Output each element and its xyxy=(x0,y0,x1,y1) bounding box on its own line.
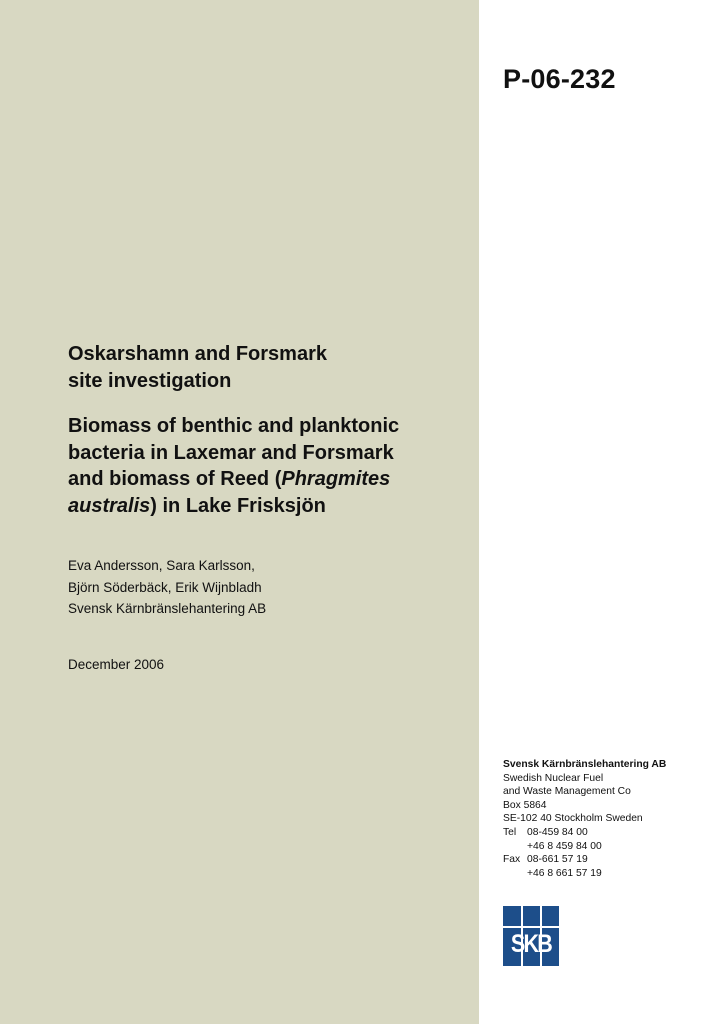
fax-number-2: +46 8 661 57 19 xyxy=(527,867,602,879)
contact-block xyxy=(503,758,718,880)
tel-label: Tel xyxy=(503,826,517,838)
series-title xyxy=(68,341,468,395)
contact-fax-row-2 xyxy=(503,867,718,881)
skb-logo-text: SKB xyxy=(510,930,552,958)
series-title-line-2: site investigation xyxy=(68,370,232,392)
contact-tel-row-2 xyxy=(503,840,718,854)
report-title xyxy=(68,413,473,519)
authors-line: Björn Söderbäck, Erik Wijnbladh xyxy=(68,579,262,595)
title-species-genus: Phragmites xyxy=(281,468,391,490)
tel-number-2: +46 8 459 84 00 xyxy=(527,840,602,852)
title-line-1: Biomass of benthic and planktonic xyxy=(68,415,400,437)
contact-tel-row xyxy=(503,826,718,840)
skb-logo xyxy=(503,906,559,966)
publication-date: December 2006 xyxy=(68,657,165,672)
authors-line: Eva Andersson, Sara Karlsson, xyxy=(68,558,255,573)
title-line-3-prefix: and biomass of Reed ( xyxy=(68,468,282,490)
tel-number-1: 08-459 84 00 xyxy=(527,826,588,838)
series-title-line-1: Oskarshamn and Forsmark xyxy=(68,343,327,365)
title-line-2: bacteria in Laxemar and Forsmark xyxy=(68,441,394,464)
contact-address: SE-102 40 Stockholm Sweden xyxy=(503,813,643,825)
contact-name-en-1: Swedish Nuclear Fuel xyxy=(503,772,604,784)
authors-affiliation: Svensk Kärnbränslehantering AB xyxy=(68,601,267,616)
title-species-epithet: australis xyxy=(68,494,151,517)
authors-block xyxy=(68,555,468,620)
contact-fax-row xyxy=(503,853,718,867)
contact-name-en-2: and Waste Management Co xyxy=(503,786,631,798)
report-number: P-06-232 xyxy=(503,64,616,94)
contact-box: Box 5864 xyxy=(503,799,547,811)
title-line-4-suffix: ) in Lake Frisksjön xyxy=(150,494,326,517)
fax-label: Fax xyxy=(503,854,521,866)
contact-company: Svensk Kärnbränslehantering AB xyxy=(503,759,667,770)
fax-number-1: 08-661 57 19 xyxy=(527,854,588,866)
